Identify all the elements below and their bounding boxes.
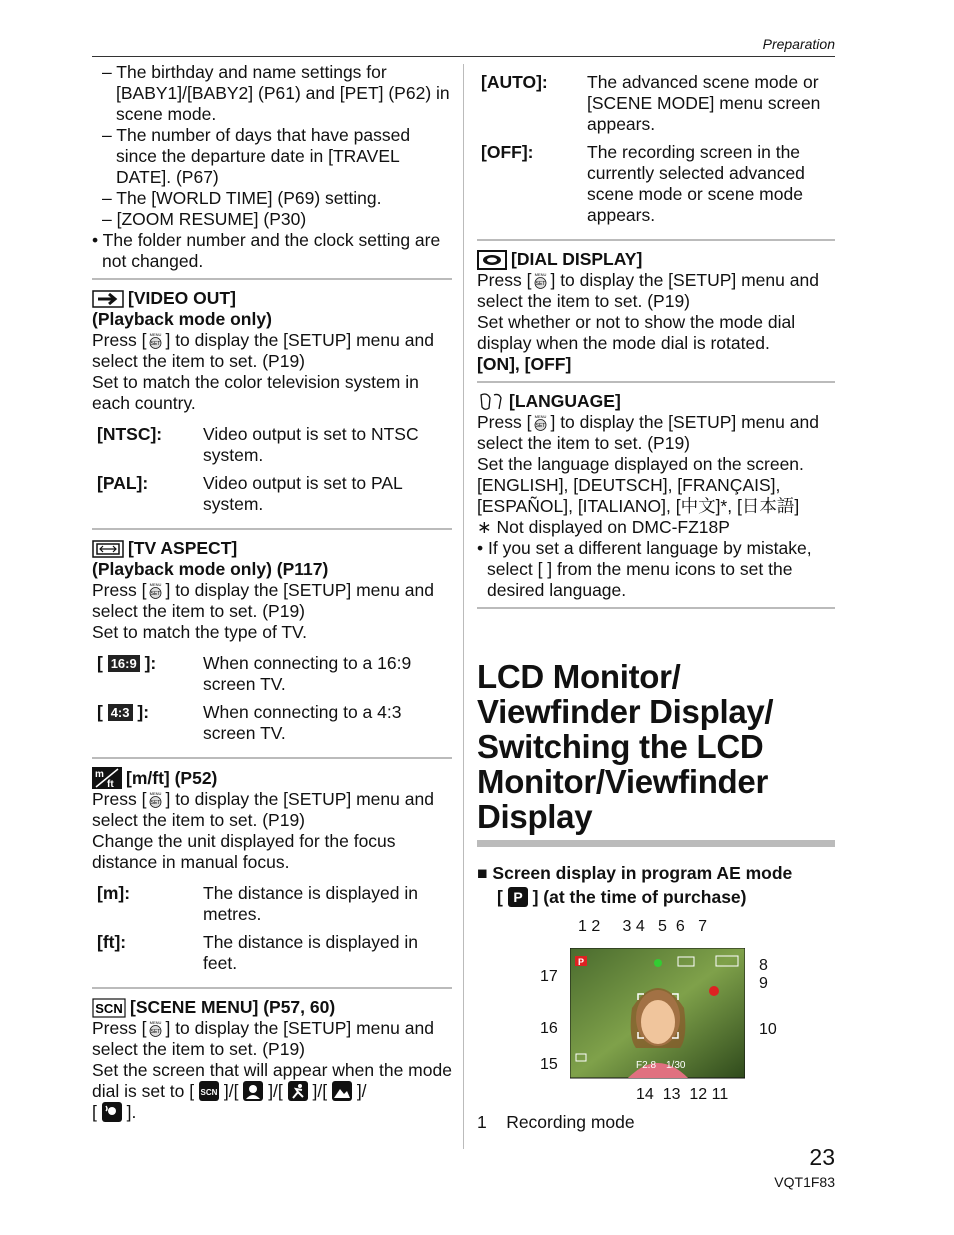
diagram-label-8: 8 bbox=[759, 957, 768, 974]
screen-display-heading: ■ Screen display in program AE mode bbox=[477, 863, 793, 883]
section-header: Preparation bbox=[762, 36, 835, 52]
section-divider bbox=[477, 607, 835, 609]
night-portrait-mode-icon bbox=[102, 1102, 122, 1122]
reset-item: – [ZOOM RESUME] (P30) bbox=[102, 209, 307, 229]
video-out-table bbox=[92, 424, 452, 522]
svg-text:SET: SET bbox=[151, 1029, 161, 1035]
svg-text:MENU: MENU bbox=[150, 332, 162, 337]
video-out-press: Press [ MENU SET ] to display the [SETUP] menu and select the item to set. (P19) bbox=[92, 330, 434, 371]
language-title: [LANGUAGE] bbox=[509, 391, 621, 411]
tv-aspect-heading bbox=[92, 538, 452, 559]
svg-text:MENU: MENU bbox=[150, 582, 162, 587]
dial-display-press: Press [ MENU SET ] to display the [SETUP] menu and select the item to set. (P19) bbox=[477, 270, 819, 311]
svg-text:SET: SET bbox=[151, 591, 161, 597]
diagram-label-bottom: 14 13 12 11 bbox=[636, 1086, 729, 1103]
page-number: 23 bbox=[809, 1144, 835, 1170]
section-divider bbox=[477, 239, 835, 241]
scene-menu-desc: Set the screen that will appear when the mode dial is set to [ SCN ]/[ ]/[ ]/[ ]/ bbox=[92, 1060, 452, 1101]
left-column bbox=[92, 62, 452, 1123]
page-title: LCD Monitor/ Viewfinder Display/ Switching the LCD Monitor/Viewfinder Display bbox=[477, 658, 774, 835]
video-out-icon bbox=[92, 290, 124, 308]
svg-text:SET: SET bbox=[536, 423, 546, 429]
table-row: [AUTO]: The advanced scene mode or [SCENE MODE] menu screen appears. bbox=[481, 72, 821, 134]
mft-press: Press [ MENU SET ] to display the [SETUP] menu and select the item to set. (P19) bbox=[92, 789, 434, 830]
sports-mode-icon bbox=[288, 1081, 308, 1101]
svg-text:MENU: MENU bbox=[535, 272, 547, 277]
svg-text:P: P bbox=[577, 957, 585, 967]
svg-text:SET: SET bbox=[536, 281, 546, 287]
table-row: [ft]: The distance is displayed in feet. bbox=[97, 932, 418, 973]
mft-table bbox=[92, 883, 452, 981]
section-divider bbox=[92, 987, 452, 989]
svg-text:MENU: MENU bbox=[150, 791, 162, 796]
program-mode-icon bbox=[508, 887, 528, 907]
reset-item: – The birthday and name settings for [BABY1]/[BABY2] (P61) and [PET] (P62) in scene mode. bbox=[102, 62, 450, 124]
diagram-caption: 1 Recording mode bbox=[477, 1112, 635, 1132]
svg-text:ft: ft bbox=[107, 779, 114, 789]
svg-text:SET: SET bbox=[151, 800, 161, 806]
language-desc: Set the language displayed on the screen. bbox=[477, 454, 804, 474]
menu-set-icon bbox=[147, 582, 164, 599]
dial-display-options: [ON], [OFF] bbox=[477, 354, 572, 374]
tv-aspect-icon bbox=[92, 540, 124, 558]
dial-display-desc: Set whether or not to show the mode dial display when the mode dial is rotated. bbox=[477, 312, 796, 353]
language-heading bbox=[477, 391, 835, 412]
portrait-mode-icon bbox=[243, 1081, 263, 1101]
diagram-label-9: 9 bbox=[759, 975, 768, 992]
scene-menu-desc-end: [ ]. bbox=[92, 1102, 137, 1122]
menu-set-icon bbox=[147, 1020, 164, 1037]
mft-heading bbox=[92, 767, 452, 789]
header-rule bbox=[92, 56, 835, 57]
aspect-4-3-badge: 4:3 bbox=[108, 704, 133, 721]
svg-text:SCN: SCN bbox=[95, 1000, 123, 1016]
tv-aspect-press: Press [ MENU SET ] to display the [SETUP] menu and select the item to set. (P19) bbox=[92, 580, 434, 621]
section-divider bbox=[92, 278, 452, 280]
language-list: [ENGLISH], [DEUTSCH], [FRANÇAIS], [ESPAÑOL], [ITALIANO], [中文]*, [日本語] bbox=[477, 475, 800, 516]
tv-aspect-title: [TV ASPECT] bbox=[128, 538, 238, 558]
scene-mode-icon bbox=[199, 1081, 219, 1101]
language-icon bbox=[477, 392, 505, 412]
video-out-heading bbox=[92, 288, 452, 309]
menu-set-icon bbox=[147, 332, 164, 349]
menu-set-icon bbox=[532, 414, 549, 431]
svg-text:SCN: SCN bbox=[200, 1088, 218, 1097]
reset-note: • The folder number and the clock setting are not changed. bbox=[92, 230, 441, 271]
diagram-label-10: 10 bbox=[759, 1021, 777, 1038]
scene-menu-press: Press [ MENU SET ] to display the [SETUP] menu and select the item to set. (P19) bbox=[92, 1018, 434, 1059]
table-row: [NTSC]: Video output is set to NTSC system. bbox=[97, 424, 419, 465]
scene-menu-table bbox=[477, 72, 835, 233]
section-divider bbox=[92, 528, 452, 530]
section-divider bbox=[477, 381, 835, 383]
tv-aspect-desc: Set to match the type of TV. bbox=[92, 622, 307, 642]
lcd-screen-illustration bbox=[570, 948, 745, 1083]
dial-display-heading bbox=[477, 249, 835, 270]
dial-display-icon bbox=[477, 250, 507, 270]
dial-display-title: [DIAL DISPLAY] bbox=[511, 249, 643, 269]
menu-set-icon bbox=[147, 791, 164, 808]
diagram-label-16: 16 bbox=[540, 1020, 558, 1037]
right-column bbox=[477, 72, 835, 909]
scenery-mode-icon bbox=[332, 1081, 352, 1101]
lcd-display-diagram bbox=[540, 918, 790, 1108]
document-code: VQT1F83 bbox=[774, 1174, 835, 1190]
language-press: Press [ MENU SET ] to display the [SETUP] menu and select the item to set. (P19) bbox=[477, 412, 819, 453]
tv-aspect-subtitle: (Playback mode only) (P117) bbox=[92, 559, 329, 579]
section-divider bbox=[92, 757, 452, 759]
title-bar bbox=[477, 840, 835, 847]
lcd-aperture-text: F2.8 bbox=[636, 1060, 657, 1071]
svg-text:m: m bbox=[95, 769, 104, 780]
video-out-subtitle: (Playback mode only) bbox=[92, 309, 272, 329]
screen-display-heading-2: [ P ] (at the time of purchase) bbox=[497, 887, 747, 907]
svg-text:MENU: MENU bbox=[150, 1020, 162, 1025]
table-row: [ 4:3 ]: When connecting to a 4:3 screen TV. bbox=[97, 702, 402, 743]
mft-desc: Change the unit displayed for the focus distance in manual focus. bbox=[92, 831, 396, 872]
table-row: [m]: The distance is displayed in metres. bbox=[97, 883, 418, 924]
tv-aspect-table bbox=[92, 653, 452, 751]
svg-text:SET: SET bbox=[151, 341, 161, 347]
language-footnote: ∗ Not displayed on DMC-FZ18P bbox=[477, 517, 730, 537]
svg-text:P: P bbox=[513, 889, 523, 905]
mft-icon bbox=[92, 767, 122, 789]
video-out-desc: Set to match the color television system in each country. bbox=[92, 372, 419, 413]
reset-item: – The [WORLD TIME] (P69) setting. bbox=[102, 188, 382, 208]
diagram-label-15: 15 bbox=[540, 1056, 558, 1073]
scene-menu-heading bbox=[92, 997, 452, 1018]
scn-icon bbox=[92, 998, 126, 1018]
reset-item: – The number of days that have passed since the departure date in [TRAVEL DATE]. (P67) bbox=[102, 125, 411, 187]
language-note: • If you set a different language by mistake, select [ ] from the menu icons to set the desired language. bbox=[477, 538, 812, 600]
mft-title: [m/ft] (P52) bbox=[126, 767, 218, 788]
svg-text:MENU: MENU bbox=[535, 414, 547, 419]
table-row: [OFF]: The recording screen in the currently selected advanced scene mode or scene mode appears. bbox=[481, 142, 805, 225]
scene-menu-title: [SCENE MENU] (P57, 60) bbox=[130, 997, 336, 1017]
lcd-shutter-text: 1/30 bbox=[666, 1060, 686, 1071]
diagram-label-17: 17 bbox=[540, 968, 558, 985]
aspect-16-9-badge: 16:9 bbox=[108, 655, 140, 672]
diagram-label-top: 1 2 3 4 5 6 7 bbox=[578, 918, 707, 935]
table-row: [PAL]: Video output is set to PAL system. bbox=[97, 473, 403, 514]
video-out-title: [VIDEO OUT] bbox=[128, 288, 236, 308]
column-divider bbox=[463, 64, 464, 1149]
table-row: [ 16:9 ]: When connecting to a 16:9 screen TV. bbox=[97, 653, 412, 694]
menu-set-icon bbox=[532, 272, 549, 289]
